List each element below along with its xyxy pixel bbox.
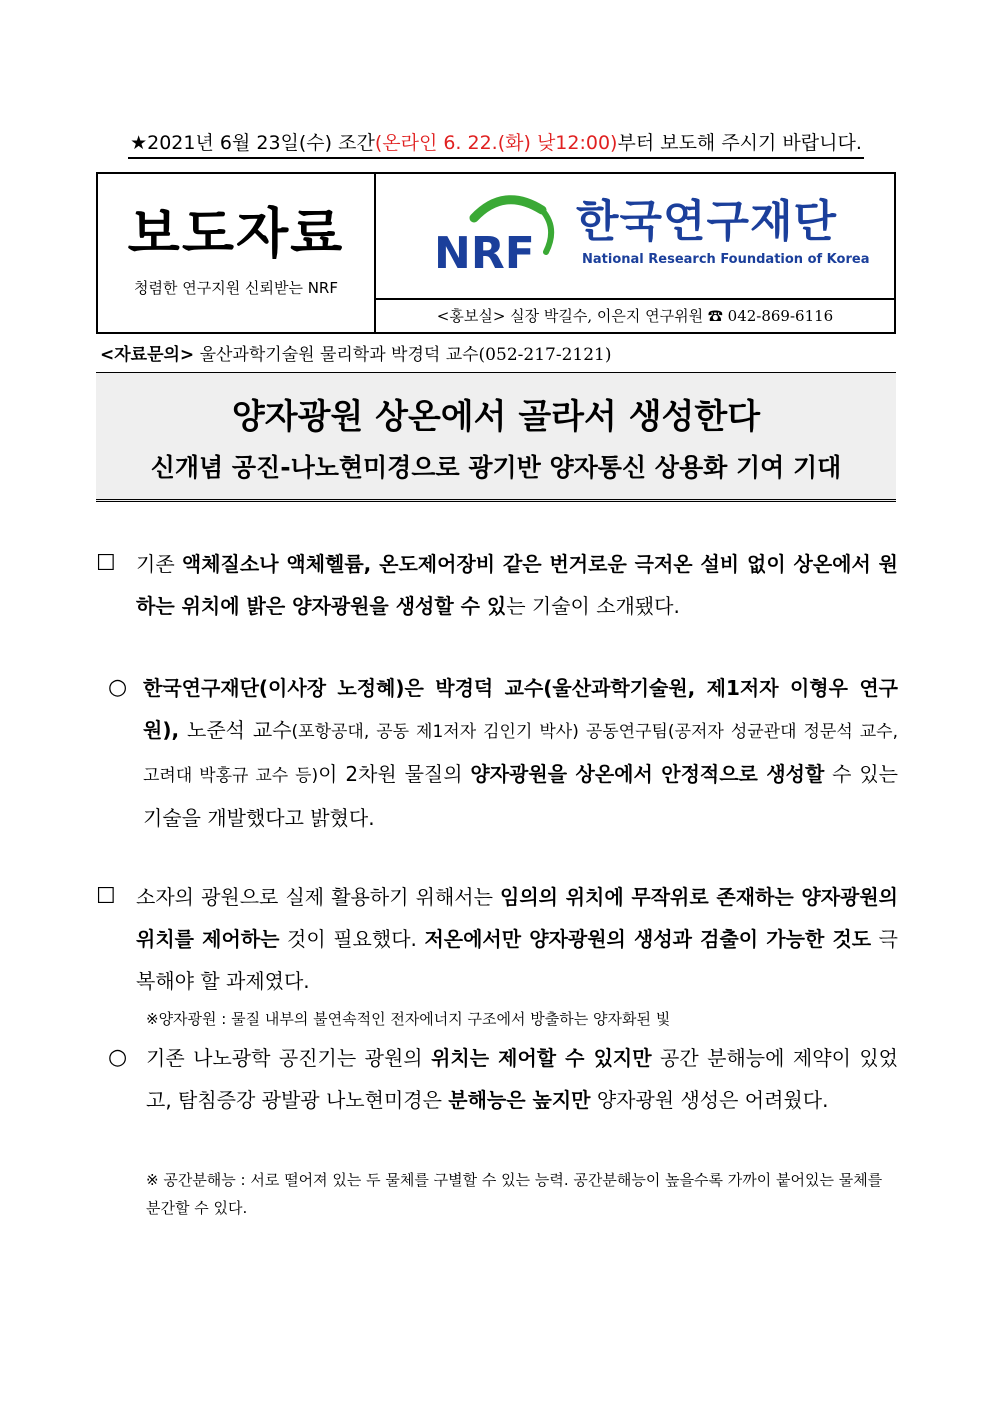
logo-english-name: National Research Foundation of Korea bbox=[582, 252, 870, 267]
p1-c: 는 기술이 소개됐다. bbox=[506, 594, 680, 618]
nrf-logo-icon bbox=[434, 188, 562, 278]
p2-b: 임의의 위치에 무작위로 존재하는 양자광원의 위치를 제어하는 bbox=[136, 885, 898, 951]
embargo-suffix: 부터 보도해 주시기 바랍니다. bbox=[617, 132, 862, 154]
p2-a: 소자의 광원으로 실제 활용하기 위해서는 bbox=[136, 885, 501, 909]
p1-a: 기존 bbox=[136, 552, 182, 576]
header-box bbox=[96, 172, 896, 334]
paragraph-1-1 bbox=[143, 667, 898, 839]
paragraph-2-1 bbox=[146, 1037, 898, 1121]
circle-marker-icon: ○ bbox=[108, 1045, 128, 1070]
header-left-cell bbox=[98, 174, 376, 332]
p2-1-c: 공간 분해능에 제약이 있었고, 탐침증강 광발광 나노현미경은 bbox=[146, 1046, 899, 1112]
p1-1-a: 한국연구재단(이사장 노정혜)은 박경덕 교수(울산과학기술원, 제1저자 이형우 연구원), bbox=[143, 676, 898, 742]
inquiry-label: <자료문의> bbox=[100, 345, 195, 365]
inquiry-line bbox=[100, 343, 611, 367]
logo-korean-name: 한국연구재단 bbox=[576, 196, 838, 247]
p2-e: 극복해야 할 과제였다. bbox=[136, 927, 898, 993]
p2-1-e: 양자광원 생성은 어려웠다. bbox=[590, 1088, 829, 1112]
p2-1-d: 분해능은 높지만 bbox=[448, 1088, 591, 1112]
headline-box bbox=[96, 372, 896, 502]
p2-1-a: 기존 나노광학 공진기는 광원의 bbox=[146, 1046, 432, 1070]
p1-1-f: 수 있는 기술을 개발했다고 밝혔다. bbox=[143, 762, 898, 830]
p2-c: 것이 필요했다. bbox=[279, 927, 425, 951]
note-spatial-resolution: ※ 공간분해능 : 서로 떨어져 있는 두 물체를 구별할 수 있는 능력. 공간분해능이 높을수록 가까이 붙어있는 물체를 분간할 수 있다. bbox=[146, 1171, 883, 1217]
checkbox-marker-icon: ☐ bbox=[96, 551, 116, 576]
p1-b: 액체질소나 액체헬륨, 온도제어장비 같은 번거로운 극저온 설비 없이 상온에서 원하는 위치에 밝은 양자광원을 생성할 수 있 bbox=[136, 552, 898, 618]
main-title: 양자광원 상온에서 골라서 생성한다 bbox=[231, 397, 761, 437]
p1-1-e: 양자광원을 상온에서 안정적으로 생성할 bbox=[470, 762, 825, 786]
p2-1-b: 위치는 제어할 수 있지만 bbox=[431, 1046, 652, 1070]
checkbox-marker-icon: ☐ bbox=[96, 884, 116, 909]
slogan: 청렴한 연구지원 신뢰받는 NRF bbox=[134, 279, 338, 297]
pr-office-contact: <홍보실> 실장 박길수, 이은지 연구위원 ☎ 042-869-6116 bbox=[436, 307, 834, 325]
paragraph-2 bbox=[136, 876, 898, 1002]
logo-area bbox=[376, 174, 894, 300]
nrf-logo-text: NRF bbox=[434, 228, 535, 278]
p1-1-c: (포항공대, 공동 제1저자 김인기 박사) 공동연구팀(공저자 성균관대 정문석 교수, 고려대 박홍규 교수 등) bbox=[143, 722, 898, 786]
press-release-title: 보도자료 bbox=[127, 202, 345, 265]
paragraph-1 bbox=[136, 543, 898, 627]
sub-title: 신개념 공진-나노현미경으로 광기반 양자통신 상용화 기여 기대 bbox=[150, 453, 842, 482]
embargo-prefix: ★2021년 6월 23일(수) 조간 bbox=[130, 132, 375, 154]
p1-1-d: 이 2차원 물질의 bbox=[318, 762, 471, 786]
p2-d: 저온에서만 양자광원의 생성과 검출이 가능한 것도 bbox=[424, 927, 872, 951]
embargo-online: (온라인 6. 22.(화) 낮12:00) bbox=[374, 132, 618, 154]
note-quantum-light-source: ※양자광원 : 물질 내부의 불연속적인 전자에너지 구조에서 방출하는 양자화된 빛 bbox=[146, 1010, 671, 1028]
circle-marker-icon: ○ bbox=[108, 675, 128, 700]
inquiry-text: 울산과학기술원 물리학과 박경덕 교수(052-217-2121) bbox=[194, 345, 612, 365]
embargo-notice bbox=[0, 130, 992, 159]
p1-1-b: 노준석 교수 bbox=[179, 718, 292, 742]
